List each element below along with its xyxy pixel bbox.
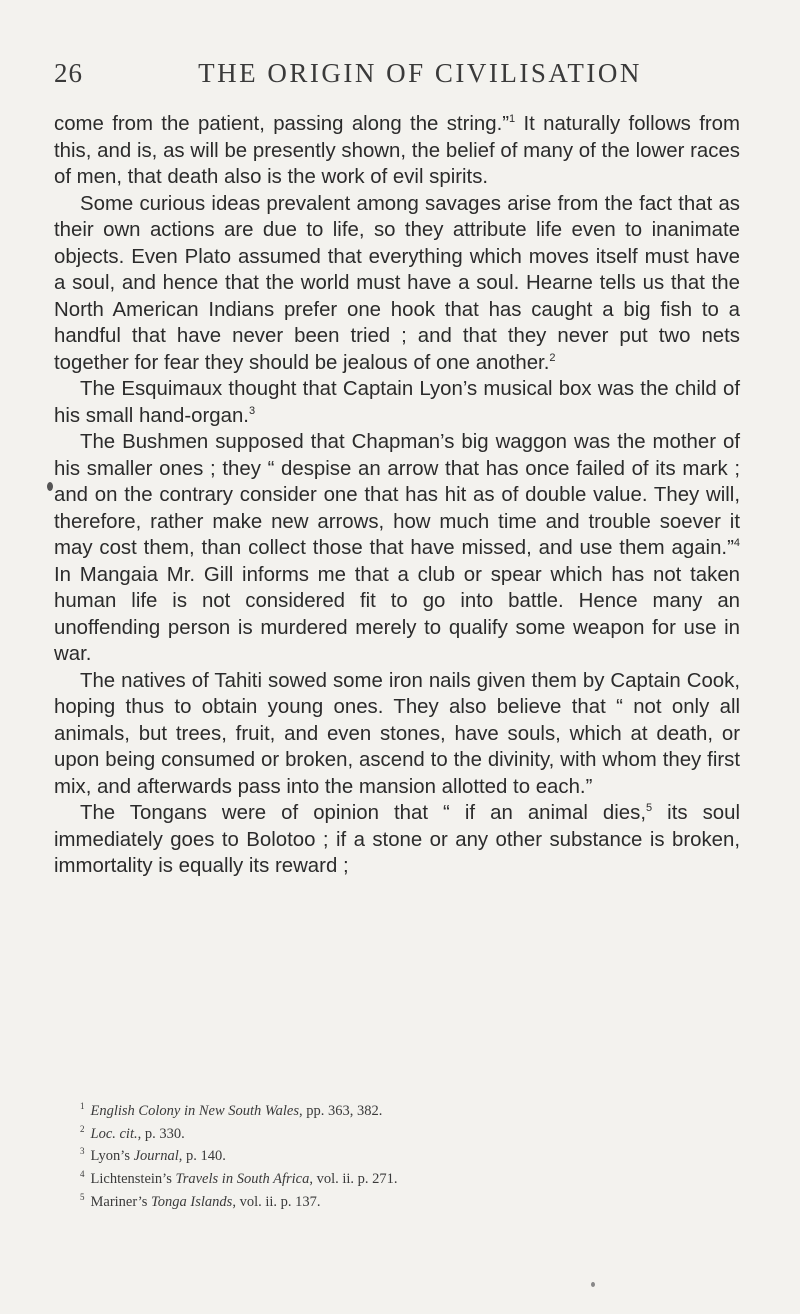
paragraph	[54, 191, 740, 377]
paragraph	[54, 111, 740, 191]
footnote-text: Mariner’s	[90, 1193, 152, 1210]
paragraph-text: The Tongans were of opinion that “ if an animal dies,	[80, 802, 646, 824]
paragraph-text: The Bushmen supposed that Chapman’s big waggon was the mother of his smaller ones ; they “ despise an arrow that has once failed of its mark ; and on the contrary consider one that has hit as of double value. They will, therefore, rather make new arrows, how much time and trouble soever it may cost them, than collect those that have missed, and use them again.”	[54, 431, 740, 559]
paragraph-text: its soul immediately goes to Bolotoo ; if a stone or any other substance is broken, immortality is equally its reward ;	[54, 802, 740, 877]
footnote-number: 4	[80, 1168, 85, 1179]
footnote-text: Lyon’s	[90, 1148, 134, 1165]
body-text	[54, 111, 740, 880]
footnote-title: Loc. cit.	[90, 1125, 138, 1142]
footnote-number: 2	[80, 1123, 85, 1134]
footnote-text: , vol. ii. p. 137.	[232, 1193, 321, 1210]
footnote-text: , p. 140.	[178, 1148, 226, 1165]
footnote	[80, 1121, 740, 1144]
footnote	[80, 1143, 740, 1166]
footnote-text: Lichtenstein’s	[90, 1170, 176, 1187]
running-head: THE ORIGIN OF CIVILISATION	[198, 58, 642, 88]
paragraph-text: In Mangaia Mr. Gill informs me that a club or spear which has not taken human life is not considered fit to go into battle. Hence many an unoffending person is murdered merely to qualify some weapon for use in war.	[54, 563, 740, 665]
footnote-title: English Colony in New South Wales	[90, 1102, 300, 1119]
footnotes	[80, 1098, 740, 1211]
footnote-text: , pp. 363, 382.	[299, 1102, 383, 1119]
page-header	[54, 58, 746, 98]
paragraph-text: It naturally follows from this, and is, as will be presently shown, the belief of many of the lower races of men, that death also is the work of evil spirits.	[54, 113, 740, 188]
paragraph-text: The natives of Tahiti sowed some iron nails given them by Captain Cook, hoping thus to obtain young ones. They also believe that “ not only all animals, but trees, fruit, and even stones, have souls, which at death, or upon being consumed or broken, ascend to the divinity, with whom they first mix, and afterwards pass into the mansion allotted to each.”	[54, 669, 740, 798]
footnote-title: Journal	[133, 1148, 179, 1165]
paragraph-text: Some curious ideas prevalent among savages arise from the fact that as their own actions are due to life, so they attribute life even to inanimate objects. Even Plato assumed that everything which moves itself must have a soul, and hence that the world must have a soul. Hearne tells us that the North American Indians prefer one hook that has caught a big fish to a handful that have never been tried ; and that they never put two nets together for fear they should be jealous of one another.	[54, 192, 740, 374]
footnote-marker: 3	[248, 404, 256, 417]
footnote-title: Travels in South Africa	[175, 1170, 310, 1187]
footnote-number: 3	[80, 1146, 85, 1157]
paragraph	[54, 800, 740, 880]
footnote-marker: 1	[509, 113, 516, 126]
footnote-text: , p. 330.	[137, 1125, 185, 1142]
footnote	[80, 1098, 740, 1121]
footnote-marker: 2	[549, 351, 556, 364]
footnote	[80, 1166, 740, 1189]
print-speck	[47, 482, 53, 491]
footnote-marker: 5	[646, 802, 653, 815]
page-number: 26	[54, 58, 83, 88]
footnote	[80, 1189, 740, 1212]
footnote-marker: 4	[733, 537, 740, 550]
paragraph	[54, 668, 740, 801]
footnote-title: Tonga Islands	[151, 1193, 233, 1210]
paragraph	[54, 429, 740, 668]
paragraph-text: come from the patient, passing along the string.”	[54, 113, 510, 135]
footnote-number: 5	[80, 1191, 85, 1202]
footnote-text: , vol. ii. p. 271.	[309, 1170, 398, 1187]
paragraph-text: The Esquimaux thought that Captain Lyon’s musical box was the child of his small hand-organ.	[54, 378, 740, 427]
print-speck	[591, 1282, 595, 1287]
paragraph	[54, 376, 740, 429]
footnote-number: 1	[80, 1101, 85, 1111]
